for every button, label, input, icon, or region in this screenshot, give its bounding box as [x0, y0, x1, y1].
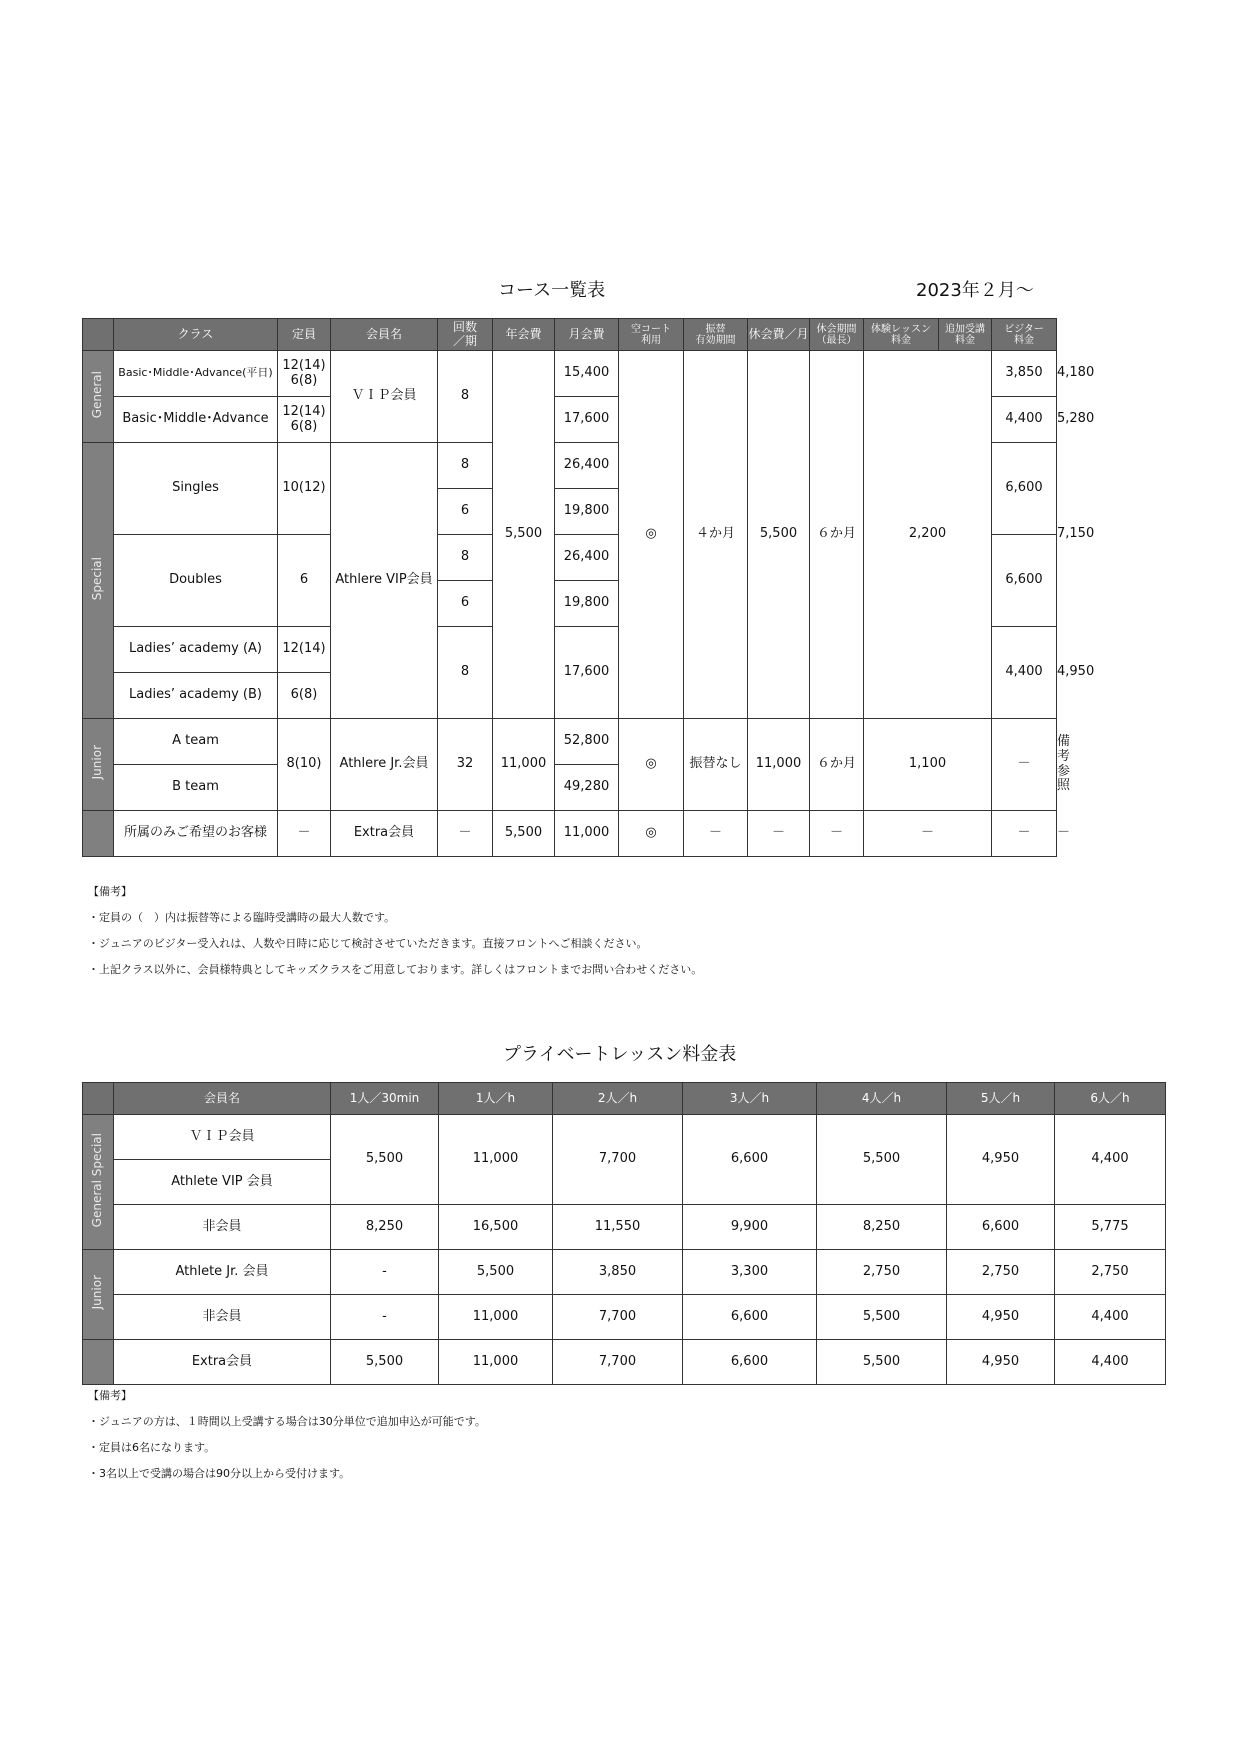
price-cell: 11,000	[439, 1295, 553, 1340]
class-name: A team	[114, 719, 278, 765]
monthly-fee-cell: 17,600	[555, 397, 619, 443]
private-header-row	[83, 1083, 1166, 1115]
extra-fee-cell: －	[992, 811, 1057, 857]
capacity-cell: 8(10)	[278, 719, 331, 811]
price-cell: 5,500	[817, 1115, 947, 1205]
price-cell: 4,400	[1055, 1115, 1166, 1205]
header-1p-h: 1人／h	[439, 1083, 553, 1115]
course-notes	[88, 886, 702, 990]
note-item: ・定員の（ ）内は振替等による臨時受講時の最大人数です。	[88, 911, 396, 924]
price-cell: 8,250	[817, 1205, 947, 1250]
header-2p-h: 2人／h	[553, 1083, 683, 1115]
price-cell: 11,550	[553, 1205, 683, 1250]
header-transfer: 振替 有効期間	[684, 319, 748, 351]
note-item: ・上記クラス以外に、会員様特典としてキッズクラスをご用意しております。詳しくはフロントまでお問い合わせください。	[88, 963, 703, 976]
price-cell: 4,400	[1055, 1340, 1166, 1385]
course-title: コース一覧表	[498, 280, 606, 301]
price-cell: 2,750	[1055, 1250, 1166, 1295]
price-cell: 5,500	[331, 1340, 439, 1385]
header-capacity: 定員	[278, 319, 331, 351]
header-3p-h: 3人／h	[683, 1083, 817, 1115]
course-date: 2023年２月〜	[916, 280, 1034, 301]
table-row	[83, 1250, 1166, 1295]
price-cell: 7,700	[553, 1295, 683, 1340]
price-cell: 11,000	[439, 1340, 553, 1385]
table-row: Basic･Middle･Advance 12(14) 6(8) 17,600 4,400 5,280	[83, 397, 1057, 443]
capacity-cell: －	[278, 811, 331, 857]
class-name: Singles	[114, 443, 278, 535]
annual-fee-cell: 5,500	[493, 811, 555, 857]
leave-fee-cell: 11,000	[748, 719, 810, 811]
capacity-cell: 10(12)	[278, 443, 331, 535]
monthly-fee-cell: 19,800	[555, 489, 619, 535]
leave-fee-cell: 5,500	[748, 351, 810, 719]
table-row: Special Singles 10(12) Athlere VIP会員 8 26,400 6,600 7,150	[83, 443, 1057, 489]
table-row	[83, 1295, 1166, 1340]
sessions-cell: 8	[438, 627, 493, 719]
note-item: ・3名以上で受講の場合は90分以上から受付けます。	[88, 1467, 351, 1480]
capacity-cell: 6(8)	[278, 673, 331, 719]
table-row	[83, 1115, 1166, 1160]
class-name: Ladies’ academy (B)	[114, 673, 278, 719]
price-cell: 8,250	[331, 1205, 439, 1250]
note-item: ・ジュニアのビジター受入れは、人数や日時に応じて検討させていただきます。直接フロントへご相談ください。	[88, 937, 648, 950]
course-table	[82, 318, 1095, 857]
membership-cell: ＶＩＰ会員	[331, 351, 438, 443]
annual-fee-cell: 5,500	[493, 351, 555, 719]
table-row: General Basic･Middle･Advance(平日) 12(14) 6(8) ＶＩＰ会員 8 5,500 15,400 ◎ ４か月 5,500 ６か月 2,200 3,850 4,180	[83, 351, 1057, 397]
table-row: Ladies’ academy (A) 12(14) 8 17,600 4,400 4,950	[83, 627, 1057, 673]
header-corner	[83, 319, 114, 351]
extra-fee-cell: －	[992, 719, 1057, 811]
price-cell: 4,400	[1055, 1295, 1166, 1340]
price-cell: 16,500	[439, 1205, 553, 1250]
annual-fee-cell: 11,000	[493, 719, 555, 811]
transfer-cell: －	[684, 811, 748, 857]
group-special: Special	[83, 443, 114, 719]
header-annual-fee: 年会費	[493, 319, 555, 351]
price-cell: 6,600	[947, 1205, 1055, 1250]
note-item: ・定員は6名になります。	[88, 1441, 216, 1454]
sessions-cell: 6	[438, 489, 493, 535]
header-1p-30min: 1人／30min	[331, 1083, 439, 1115]
class-name: 所属のみご希望のお客様	[114, 811, 278, 857]
extra-fee-cell: 6,600	[992, 443, 1057, 535]
header-extra: 追加受講 料金	[939, 319, 992, 351]
court-cell: ◎	[619, 351, 684, 719]
table-row	[83, 1205, 1166, 1250]
sessions-cell: －	[438, 811, 493, 857]
price-cell: 2,750	[947, 1250, 1055, 1295]
private-table	[82, 1082, 1166, 1385]
leave-period-cell: ６か月	[810, 351, 864, 719]
header-visitor: ビジター 料金	[992, 319, 1057, 351]
group-blank	[83, 1340, 114, 1385]
class-name: Doubles	[114, 535, 278, 627]
header-class: クラス	[114, 319, 278, 351]
sessions-cell: 8	[438, 535, 493, 581]
class-name: Basic･Middle･Advance(平日)	[114, 351, 278, 397]
private-notes	[88, 1390, 486, 1494]
price-cell: 4,950	[947, 1115, 1055, 1205]
header-6p-h: 6人／h	[1055, 1083, 1166, 1115]
table-row	[83, 1340, 1166, 1385]
transfer-cell: ４か月	[684, 351, 748, 719]
price-cell: 2,750	[817, 1250, 947, 1295]
trial-cell: －	[864, 811, 992, 857]
capacity-cell: 6	[278, 535, 331, 627]
membership-cell: Athlere Jr.会員	[331, 719, 438, 811]
leave-period-cell: ６か月	[810, 719, 864, 811]
transfer-cell: 振替なし	[684, 719, 748, 811]
sessions-cell: 32	[438, 719, 493, 811]
group-general-special: General Special	[83, 1115, 114, 1250]
membership-cell: Extra会員	[331, 811, 438, 857]
price-cell: 4,950	[947, 1340, 1055, 1385]
course-header-row	[83, 319, 1057, 351]
price-cell: 5,500	[439, 1250, 553, 1295]
monthly-fee-cell: 11,000	[555, 811, 619, 857]
trial-cell: 2,200	[864, 351, 992, 719]
price-cell: 5,500	[817, 1340, 947, 1385]
table-row: 所属のみご希望のお客様 － Extra会員 － 5,500 11,000 ◎ － － － － － －	[83, 811, 1057, 857]
class-name: Ladies’ academy (A)	[114, 627, 278, 673]
capacity-cell: 12(14) 6(8)	[278, 397, 331, 443]
price-cell: 5,500	[331, 1115, 439, 1205]
private-title: プライベートレッスン料金表	[503, 1044, 737, 1065]
group-general: General	[83, 351, 114, 443]
trial-cell: 1,100	[864, 719, 992, 811]
class-name: B team	[114, 765, 278, 811]
group-junior: Junior	[83, 719, 114, 811]
header-membership: 会員名	[114, 1083, 331, 1115]
monthly-fee-cell: 49,280	[555, 765, 619, 811]
capacity-cell: 12(14) 6(8)	[278, 351, 331, 397]
price-cell: 9,900	[683, 1205, 817, 1250]
header-monthly-fee: 月会費	[555, 319, 619, 351]
price-cell: -	[331, 1295, 439, 1340]
monthly-fee-cell: 52,800	[555, 719, 619, 765]
notes-title: 【備考】	[88, 885, 132, 898]
price-cell: 5,775	[1055, 1205, 1166, 1250]
group-junior: Junior	[83, 1250, 114, 1340]
member-name: Athlete VIP 会員	[114, 1160, 331, 1205]
monthly-fee-cell: 17,600	[555, 627, 619, 719]
member-name: 非会員	[114, 1295, 331, 1340]
court-cell: ◎	[619, 811, 684, 857]
price-cell: 6,600	[683, 1115, 817, 1205]
member-name: ＶＩＰ会員	[114, 1115, 331, 1160]
price-cell: 7,700	[553, 1115, 683, 1205]
member-name: 非会員	[114, 1205, 331, 1250]
group-blank	[83, 811, 114, 857]
header-5p-h: 5人／h	[947, 1083, 1055, 1115]
extra-fee-cell: 6,600	[992, 535, 1057, 627]
sessions-cell: 6	[438, 581, 493, 627]
note-item: ・ジュニアの方は、１時間以上受講する場合は30分単位で追加申込が可能です。	[88, 1415, 486, 1428]
header-4p-h: 4人／h	[817, 1083, 947, 1115]
capacity-cell: 12(14)	[278, 627, 331, 673]
class-name: Basic･Middle･Advance	[114, 397, 278, 443]
member-name: Athlete Jr. 会員	[114, 1250, 331, 1295]
sessions-cell: 8	[438, 443, 493, 489]
price-cell: 6,600	[683, 1340, 817, 1385]
membership-cell: Athlere VIP会員	[331, 443, 438, 719]
price-cell: 5,500	[817, 1295, 947, 1340]
price-cell: 3,850	[553, 1250, 683, 1295]
header-trial: 体験レッスン 料金	[864, 319, 939, 351]
price-cell: 6,600	[683, 1295, 817, 1340]
monthly-fee-cell: 26,400	[555, 443, 619, 489]
header-sessions: 回数 ／期	[438, 319, 493, 351]
notes-title: 【備考】	[88, 1389, 132, 1402]
header-court: 空コート 利用	[619, 319, 684, 351]
price-cell: -	[331, 1250, 439, 1295]
price-cell: 3,300	[683, 1250, 817, 1295]
header-membership: 会員名	[331, 319, 438, 351]
leave-fee-cell: －	[748, 811, 810, 857]
price-cell: 4,950	[947, 1295, 1055, 1340]
header-leave-fee: 休会費／月	[748, 319, 810, 351]
table-row: Junior A team 8(10) Athlere Jr.会員 32 11,000 52,800 ◎ 振替なし 11,000 ６か月 1,100 － 備考 参照	[83, 719, 1057, 765]
court-cell: ◎	[619, 719, 684, 811]
monthly-fee-cell: 19,800	[555, 581, 619, 627]
monthly-fee-cell: 26,400	[555, 535, 619, 581]
price-cell: 11,000	[439, 1115, 553, 1205]
leave-period-cell: －	[810, 811, 864, 857]
monthly-fee-cell: 15,400	[555, 351, 619, 397]
price-cell: 7,700	[553, 1340, 683, 1385]
sessions-cell: 8	[438, 351, 493, 443]
extra-fee-cell: 3,850	[992, 351, 1057, 397]
header-corner	[83, 1083, 114, 1115]
extra-fee-cell: 4,400	[992, 397, 1057, 443]
extra-fee-cell: 4,400	[992, 627, 1057, 719]
member-name: Extra会員	[114, 1340, 331, 1385]
header-leave-period: 休会期間 （最長）	[810, 319, 864, 351]
